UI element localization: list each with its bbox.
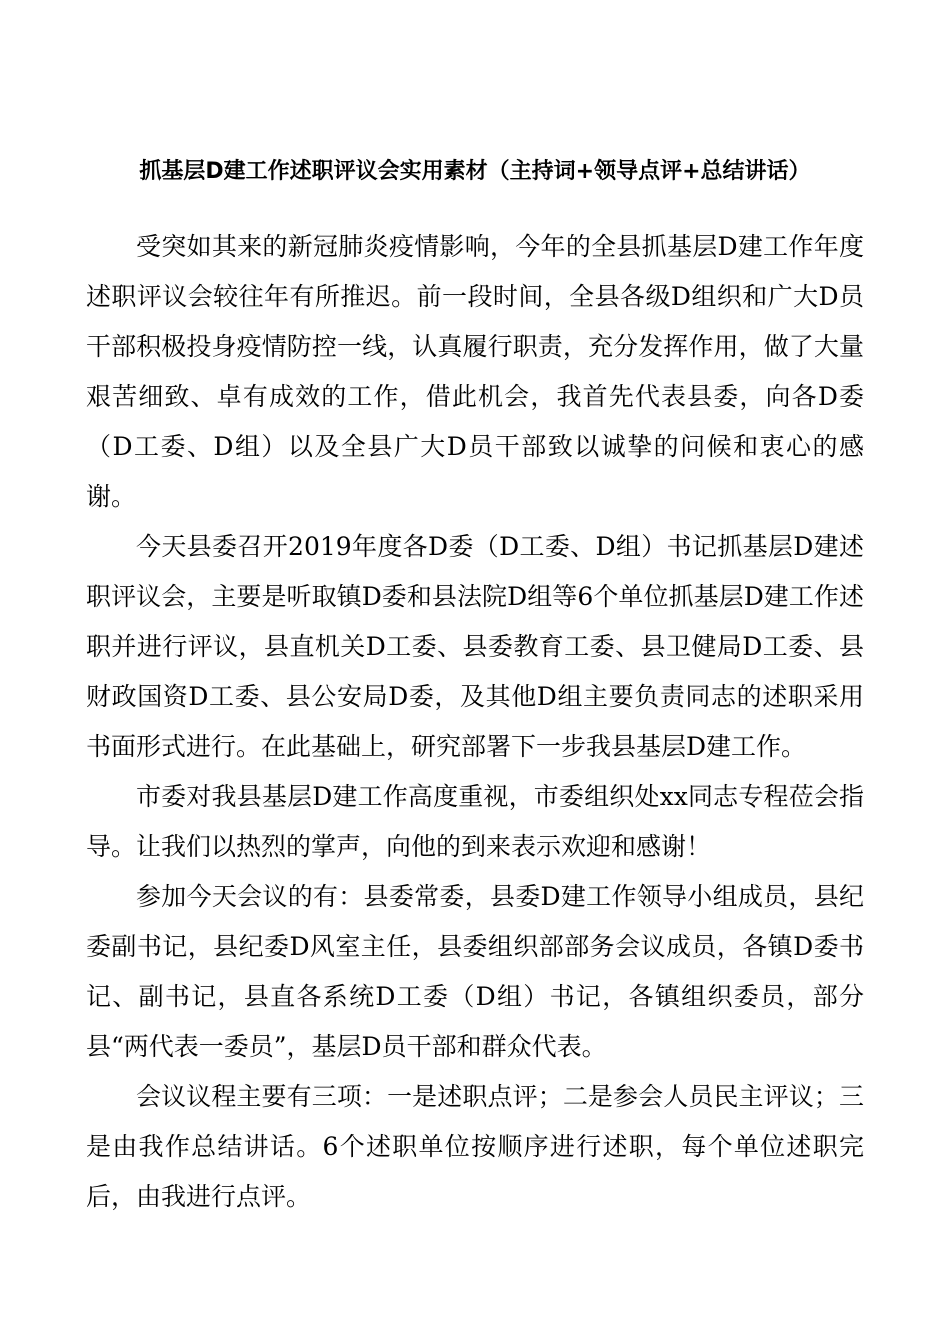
document-body: [86, 222, 864, 1222]
paragraph-1: 受突如其来的新冠肺炎疫情影响，今年的全县抓基层D建工作年度述职评议会较往年有所推迟。前一段时间，全县各级D组织和广大D员干部积极投身疫情防控一线，认真履行职责，充分发挥作用，做了大量艰苦细致、卓有成效的工作，借此机会，我首先代表县委，向各D委（D工委、D组）以及全县广大D员干部致以诚挚的问候和衷心的感谢。: [86, 232, 864, 511]
paragraph-5: 会议议程主要有三项：一是述职点评；二是参会人员民主评议；三是由我作总结讲话。6个述职单位按顺序进行述职，每个单位述职完后，由我进行点评。: [86, 1082, 864, 1211]
paragraph-4: 参加今天会议的有：县委常委，县委D建工作领导小组成员，县纪委副书记，县纪委D风室主任，县委组织部部务会议成员，各镇D委书记、副书记，县直各系统D工委（D组）书记，各镇组织委员，部分县“两代表一委员”，基层D员干部和群众代表。: [86, 882, 864, 1061]
document-title: 抓基层D建工作述职评议会实用素材（主持词+领导点评+总结讲话）: [139, 159, 811, 184]
paragraph-2: 今天县委召开2019年度各D委（D工委、D组）书记抓基层D建述职评议会，主要是听取镇D委和县法院D组等6个单位抓基层D建工作述职并进行评议，县直机关D工委、县委教育工委、县卫健局D工委、县财政国资D工委、县公安局D委，及其他D组主要负责同志的述职采用书面形式进行。在此基础上，研究部署下一步我县基层D建工作。: [86, 532, 864, 761]
paragraph-3: 市委对我县基层D建工作高度重视，市委组织处xx同志专程莅会指导。让我们以热烈的掌声，向他的到来表示欢迎和感谢！: [86, 782, 864, 861]
